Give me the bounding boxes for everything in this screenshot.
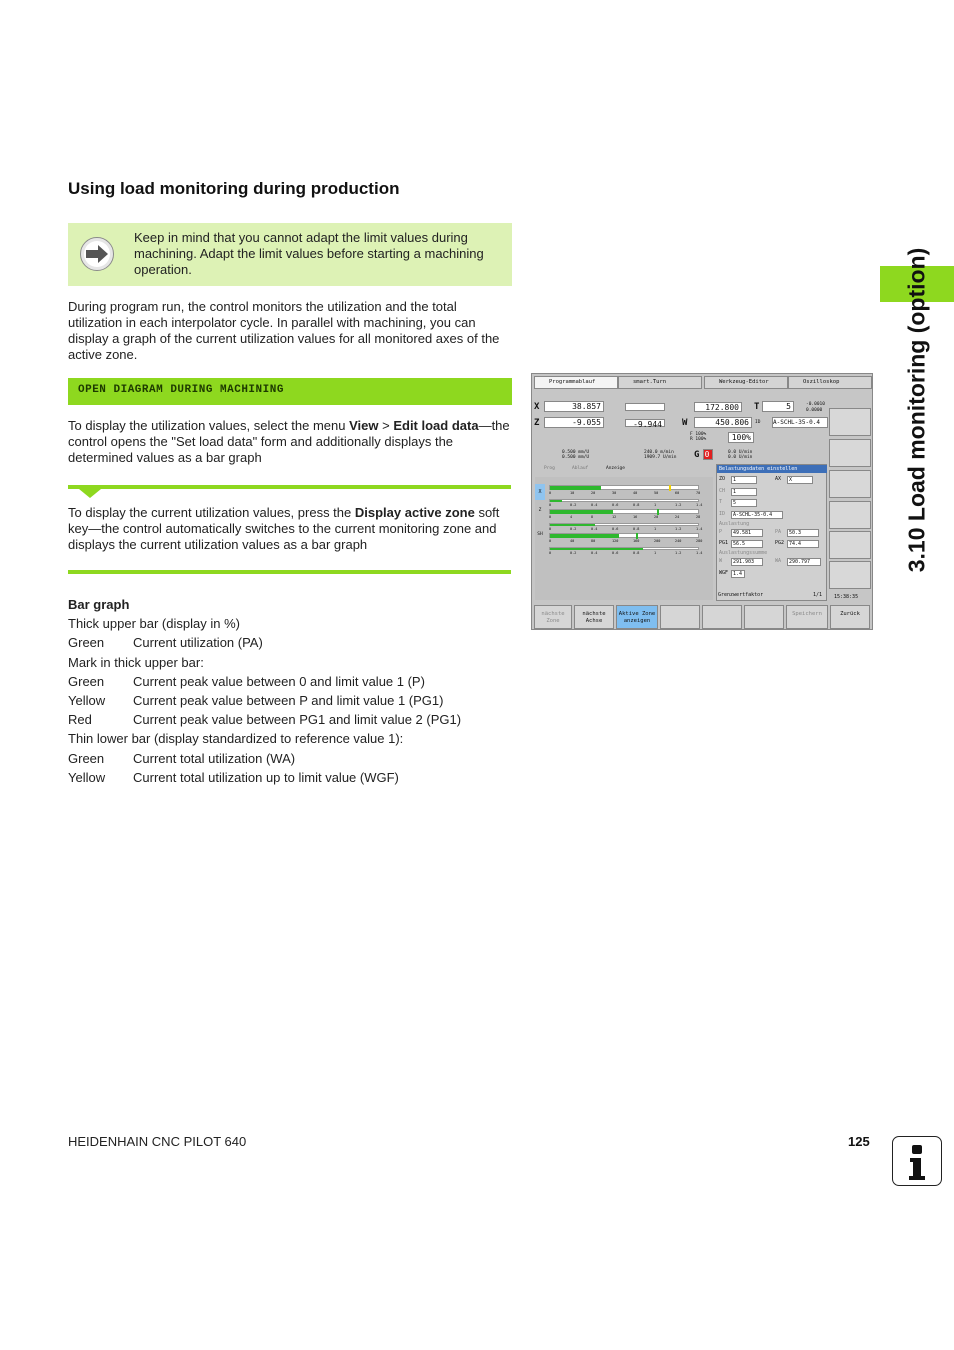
- color-term: Green: [68, 635, 105, 650]
- arrow-right-icon: [80, 237, 114, 271]
- f-value-1: F 100%: [690, 432, 707, 437]
- speed-line-1: 240.0 m/min: [644, 450, 674, 455]
- bar-tick-label: 28: [696, 515, 701, 519]
- bar-axis-label: X: [535, 484, 545, 500]
- bar-tick-label: 0: [549, 539, 552, 543]
- bar-tick-label: 120: [612, 539, 619, 543]
- bar-scale-label: 0.2: [570, 503, 577, 507]
- color-term: Yellow: [68, 693, 106, 708]
- softkey-empty[interactable]: [702, 605, 742, 629]
- step-two-pre: To display the current utilization values, press the: [68, 505, 355, 520]
- bar-tick-label: 0: [549, 515, 552, 519]
- bar-scale-label: 1.4: [696, 503, 703, 507]
- softkey-naechste-achse[interactable]: nächste Achse: [574, 605, 614, 629]
- bar-row-x: [549, 483, 714, 507]
- bar-scale-label: 0.4: [591, 527, 598, 531]
- subsection-header: [68, 378, 512, 405]
- step-one-text: [68, 418, 512, 466]
- bar-scale-label: 1.2: [675, 551, 682, 555]
- s-value: 100%: [728, 432, 754, 443]
- t-value: 5: [762, 401, 794, 412]
- form-subheading: Auslastungssumme: [719, 550, 768, 556]
- p-label: P: [719, 529, 723, 535]
- bar-tick-label: 160: [633, 539, 640, 543]
- wa-field[interactable]: 290.797: [787, 558, 821, 566]
- info-stem: [908, 1158, 926, 1180]
- color-term: Yellow: [68, 770, 106, 785]
- id-value: A-SCHL-35-0.4: [772, 417, 828, 428]
- feed-line-2: 0.500 mm/U: [562, 455, 590, 460]
- bar-scale-label: 0.6: [612, 551, 619, 555]
- w-label: W: [682, 418, 688, 428]
- axis2-value-x: [625, 403, 665, 411]
- bar-total-utilization: [550, 548, 643, 550]
- menu-prog[interactable]: Prog: [544, 466, 555, 471]
- id-field-label: ID: [719, 511, 726, 517]
- bar-graph-line: [68, 770, 399, 786]
- bar-total-utilization: [550, 500, 562, 502]
- w-field-label: W: [719, 558, 723, 564]
- t-label: T: [754, 402, 760, 412]
- axis-label-z: Z: [534, 418, 540, 428]
- vertical-softkey-6[interactable]: [829, 561, 871, 589]
- pa-field[interactable]: 50.3: [787, 529, 819, 537]
- color-description: Current peak value between 0 and limit value 1 (P): [133, 674, 425, 689]
- bar-graph-line: [68, 674, 425, 690]
- axis-value-x: 38.857: [544, 401, 604, 412]
- bar-tick-label: 4: [570, 515, 573, 519]
- bar-total-utilization: [550, 524, 595, 526]
- page-number: 125: [848, 1134, 870, 1149]
- bar-peak-mark: [669, 485, 671, 491]
- bar-row-sh: [549, 531, 714, 555]
- bar-tick-label: 16: [633, 515, 638, 519]
- x-small: -0.0010: [806, 402, 825, 407]
- g-value: 0: [703, 449, 713, 460]
- pg1-label: PG1: [719, 540, 729, 546]
- bar-scale-label: 0.2: [570, 551, 577, 555]
- ax-label: AX: [775, 476, 782, 482]
- bar-tick-label: 10: [570, 491, 575, 495]
- bar-tick-label: 8: [591, 515, 594, 519]
- section-end-separator: [68, 570, 511, 574]
- tab-oszilloskop[interactable]: Oszilloskop: [788, 376, 872, 389]
- bar-scale-label: 0: [549, 503, 552, 507]
- ax-field[interactable]: X: [787, 476, 813, 484]
- softkey-speichern[interactable]: Speichern: [786, 605, 828, 629]
- bar-tick-label: 12: [612, 515, 617, 519]
- load-data-form: [716, 464, 827, 601]
- softkey-zurueck[interactable]: Zurück: [830, 605, 870, 629]
- bar-row-z: [549, 507, 714, 531]
- vertical-softkey-2[interactable]: [829, 439, 871, 467]
- bar-tick-label: 40: [633, 491, 638, 495]
- color-description: Current peak value between P and limit value 1 (PG1): [133, 693, 444, 708]
- bar-axis-label: Z: [538, 508, 542, 513]
- wgf-field[interactable]: 1.4: [731, 570, 745, 578]
- id-label: ID: [755, 420, 761, 425]
- bar-scale-label: 0.4: [591, 551, 598, 555]
- color-term: Green: [68, 674, 105, 689]
- bar-tick-label: 0: [549, 491, 552, 495]
- softkey-aktive-zone-anzeigen[interactable]: Aktive Zone anzeigen: [616, 605, 658, 629]
- bar-utilization: [550, 486, 601, 490]
- bar-axis-label: SH: [537, 532, 543, 537]
- step-one-pre: To display the utilization values, select the menu: [68, 418, 350, 433]
- color-description: Current total utilization (WA): [133, 751, 296, 766]
- bar-scale-label: 1.4: [696, 551, 703, 555]
- step-arrow-icon: [79, 489, 101, 498]
- bar-tick-label: 60: [675, 491, 680, 495]
- info-icon: [892, 1136, 942, 1186]
- ch-field[interactable]: 1: [731, 488, 757, 496]
- w-field[interactable]: 291.903: [731, 558, 763, 566]
- axis-value-z: -9.055: [544, 417, 604, 428]
- bar-total-track: [549, 499, 699, 502]
- subsection-header-text: OPEN DIAGRAM DURING MACHINING: [78, 384, 284, 396]
- feed-line-1: 0.500 mm/U: [562, 450, 590, 455]
- bar-scale-label: 1: [654, 551, 657, 555]
- bar-scale-label: 1: [654, 503, 657, 507]
- softkey-empty[interactable]: [660, 605, 700, 629]
- bar-tick-label: 24: [675, 515, 680, 519]
- color-description: Current total utilization up to limit value (WGF): [133, 770, 399, 785]
- bar-graph-panel: [535, 477, 713, 600]
- step-two-post: soft key—the control automatically switches to the current monitoring zone and displays the current utilization values as a bar graph: [68, 505, 500, 552]
- bar-scale-label: 1.4: [696, 527, 703, 531]
- menu-ablauf[interactable]: Ablauf: [572, 466, 589, 471]
- vertical-softkey-5[interactable]: [829, 531, 871, 559]
- color-description: Current utilization (PA): [133, 635, 263, 650]
- bar-scale-label: 0.8: [633, 551, 640, 555]
- step-one-post: —the control opens the "Set load data" form and additionally displays the determined values as a bar graph: [68, 418, 510, 465]
- vertical-softkey-4[interactable]: [829, 501, 871, 529]
- bar-graph-line: [68, 751, 296, 767]
- bar-graph-heading: Bar graph: [68, 597, 130, 612]
- note-text: Keep in mind that you cannot adapt the limit values during machining. Adapt the limit values before starting a machining operation.: [134, 230, 484, 277]
- step-one-mid: >: [378, 418, 394, 433]
- axis-label-x: X: [534, 402, 540, 412]
- note-box: [68, 223, 512, 286]
- wgf-label: WGF: [719, 570, 729, 576]
- bar-scale-label: 0.6: [612, 503, 619, 507]
- bar-graph-line: [68, 712, 462, 728]
- bar-utilization: [550, 534, 619, 538]
- info-dot: [912, 1145, 922, 1154]
- softkey-empty[interactable]: [744, 605, 784, 629]
- speed2-line-2: 0.0 U/min: [728, 455, 753, 460]
- id-field[interactable]: A-SCHL-35-0.4: [731, 511, 783, 519]
- menu-anzeige[interactable]: Anzeige: [606, 466, 625, 471]
- menu-edit-load-data: Edit load data: [393, 418, 479, 433]
- bar-scale-label: 0.8: [633, 503, 640, 507]
- speed2-line-1: 0.0 U/min: [728, 450, 753, 455]
- zo-field[interactable]: 1: [731, 476, 757, 484]
- bar-tick-label: 50: [654, 491, 659, 495]
- bar-scale-label: 0.6: [612, 527, 619, 531]
- bar-graph-line: Thick upper bar (display in %): [68, 616, 240, 631]
- clock: 15:38:35: [834, 594, 859, 600]
- bar-graph-line: Thin lower bar (display standardized to reference value 1):: [68, 731, 404, 746]
- color-term: Red: [68, 712, 92, 727]
- zo-label: ZO: [719, 476, 726, 482]
- pg1-field[interactable]: 56.5: [731, 540, 763, 548]
- softkey-display-active-zone: Display active zone: [354, 505, 475, 520]
- tab-smart-turn[interactable]: smart.Turn: [618, 376, 702, 389]
- ch-label: CH: [719, 488, 726, 494]
- vertical-softkey-1[interactable]: [829, 408, 871, 436]
- bar-scale-label: 0: [549, 551, 552, 555]
- g-label: G: [694, 450, 700, 460]
- bar-scale-label: 0: [549, 527, 552, 531]
- z-small: 0.0000: [806, 408, 823, 413]
- form-subheading: Auslastung: [719, 521, 750, 527]
- color-description: Current peak value between PG1 and limit value 2 (PG1): [133, 712, 462, 727]
- bar-utilization: [550, 510, 613, 514]
- bar-scale-label: 0.2: [570, 527, 577, 531]
- bar-tick-label: 240: [675, 539, 682, 543]
- t-field-label: T: [719, 499, 723, 505]
- bar-scale-label: 0.8: [633, 527, 640, 531]
- section-title: Using load monitoring during production: [68, 179, 400, 198]
- bar-graph-line: [68, 635, 263, 651]
- bar-tick-label: 70: [696, 491, 701, 495]
- form-footer-page: 1/1: [813, 592, 823, 598]
- f-value-2: R 100%: [690, 437, 707, 442]
- step-two-text: [68, 505, 512, 553]
- bar-tick-label: 280: [696, 539, 703, 543]
- speed-line-2: 1909.7 U/min: [644, 455, 677, 460]
- vertical-softkey-3[interactable]: [829, 470, 871, 498]
- bar-scale-label: 1: [654, 527, 657, 531]
- color-term: Green: [68, 751, 105, 766]
- w-value: 450.806: [694, 417, 752, 428]
- form-footer-label: Grenzwertfaktor: [718, 592, 764, 598]
- bar-scale-label: 1.2: [675, 527, 682, 531]
- axis2-value-z: -9.944: [625, 419, 665, 427]
- bar-tick-label: 80: [591, 539, 596, 543]
- t-field[interactable]: 5: [731, 499, 757, 507]
- form-title: Belastungsdaten einstellen: [717, 465, 827, 473]
- footer-left: HEIDENHAIN CNC PILOT 640: [68, 1134, 247, 1149]
- side-chapter-title: 3.10 Load monitoring (option): [903, 247, 930, 573]
- bar-scale-label: 0.4: [591, 503, 598, 507]
- menu-view: View: [349, 418, 379, 433]
- softkey-naechste-zone[interactable]: nächste Zone: [534, 605, 572, 629]
- step-separator: [68, 485, 511, 489]
- tool-angle: 172.800: [694, 402, 742, 412]
- bar-tick-label: 20: [654, 515, 659, 519]
- pg2-label: PG2: [775, 540, 785, 546]
- pa-label: PA: [775, 529, 782, 535]
- bar-tick-label: 20: [591, 491, 596, 495]
- tab-werkzeug-editor[interactable]: Werkzeug-Editor: [704, 376, 788, 389]
- cnc-screenshot: [531, 373, 873, 630]
- pg2-field[interactable]: 74.4: [787, 540, 819, 548]
- bar-tick-label: 30: [612, 491, 617, 495]
- bar-graph-line: [68, 693, 444, 709]
- wa-label: WA: [775, 558, 782, 564]
- bar-tick-label: 40: [570, 539, 575, 543]
- tab-programmablauf[interactable]: Programmablauf: [534, 376, 618, 389]
- intro-paragraph: During program run, the control monitors the utilization and the total utilization in each interpolator cycle. In parallel with machining, you can display a graph of the current utilization values for all monitored axes of the active zone.: [68, 299, 500, 362]
- bar-scale-label: 1.2: [675, 503, 682, 507]
- p-field[interactable]: 49.581: [731, 529, 763, 537]
- bar-tick-label: 200: [654, 539, 661, 543]
- bar-graph-line: Mark in thick upper bar:: [68, 655, 204, 670]
